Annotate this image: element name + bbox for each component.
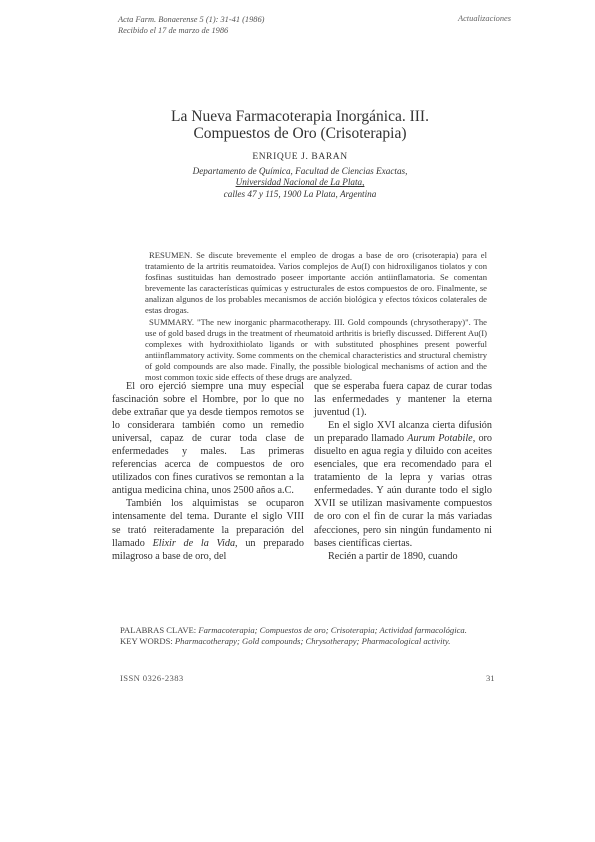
title-line-2: Compuestos de Oro (Crisoterapia) — [193, 125, 407, 142]
affiliation-line-3: calles 47 y 115, 1900 La Plata, Argentina — [223, 188, 377, 199]
resumen-paragraph — [145, 250, 487, 317]
abstract — [145, 250, 487, 383]
author-name: ENRIQUE J. BARAN — [252, 152, 348, 162]
affiliation-line-1: Departamento de Química, Facultad de Ciencias Exactas, — [192, 166, 408, 176]
received-date: Recibido el 17 de marzo de 1986 — [118, 26, 229, 35]
text-run: También los alquimistas se ocuparon intensamente del tema. Durante el siglo VIII se trató reiteradamente la preparación del llamado — [112, 498, 304, 549]
summary-paragraph — [145, 317, 487, 384]
text-run: , un preparado milagroso a base de oro, del — [112, 537, 304, 562]
italic-term: Aurum Potabile — [407, 433, 473, 445]
page-number: 31 — [486, 673, 495, 683]
affiliation-line-2: Universidad Nacional de La Plata, — [235, 177, 365, 188]
summary-label: SUMMARY. — [149, 316, 194, 327]
body-column-left — [112, 380, 304, 563]
keywords-label: PALABRAS CLAVE: — [120, 625, 197, 635]
italic-term: Elixir de la Vida — [152, 537, 236, 549]
issn: ISSN 0326-2383 — [120, 673, 184, 683]
section-label: Actualizaciones — [457, 14, 511, 23]
body-paragraph: que se esperaba fuera capaz de curar todas las enfermedades y mantener la eterna juventud (1). — [314, 381, 492, 419]
body-paragraph — [112, 497, 304, 562]
keywords-text: Pharmacotherapy; Gold compounds; Chrysotherapy; Pharmacological activity. — [174, 636, 451, 647]
text-run: En el siglo XVI alcanza cierta difusión un preparado llamado — [314, 420, 492, 445]
key-words — [120, 636, 492, 647]
keywords-label: KEY WORDS: — [120, 636, 173, 647]
text-run: que se esperaba fuera capaz de curar todas las enfermedades y mantener la eterna juventud — [314, 381, 492, 419]
text-run: , oro disuelto en agua regia y diluido con aceites esenciales, que era recomendado para el tratamiento de la lepra y varias otras enfermedades. Y aún durante todo el siglo XVII se utilizan masivamente compuestos de oro con el fin de curar la más variadas afecciones, pero sin ningún fundamento ni bases científicas ciertas. — [314, 433, 493, 549]
journal-citation: Acta Farm. Bonaerense 5 (1): 31-41 (1986) — [118, 15, 265, 24]
keywords-block — [120, 625, 492, 647]
body-paragraph: Recién a partir de 1890, cuando — [328, 550, 458, 562]
resumen-text: Se discute brevemente el empleo de drogas a base de oro (crisoterapia) para el tratamiento de la artritis reumatoidea. Varios complejos de Au(I) con hidroxiliganos tiolatos y con fosfinas sustituidas han demostrado poseer importante acción antiinflamatoria. Se comentan brevemente las características químicas y estructurales de estos compuestos de oro. Finalmente, se analizan algunos de los probables mecanismos de acción biológica y efectos tóxicos colaterales de estas drogas. — [145, 250, 487, 316]
body-paragraph: El oro ejerció siempre una muy especial fascinación sobre el Hombre, por lo que no debe extrañar que ya desde tiempos remotos se lo considerara también como un remedio universal, capaz de curar toda clase de enfermedades y males. Las primeras referencias acerca de compuestos de oro utilizados con fines curativos se remontan a la antigua medicina china, unos 2500 años a.C. — [112, 381, 304, 497]
body-paragraph — [314, 419, 492, 549]
summary-text: "The new inorganic pharmacotherapy. III. Gold compounds (chrysotherapy)". The use of gold based drugs in the treatment of rheumatoid arthritis is briefly discussed. Different Au(I) complexes with hydroxithiolato ligands or with substituted phosphines present powerful antiinflammatory activity. Some comments on the chemical characteristics and structural chemistry of gold compounds are also made. Finally, the possible biological mechanisms of action and the most common toxic side effects of these drugs are analyzed. — [145, 316, 487, 383]
palabras-clave — [120, 625, 492, 636]
affiliation — [100, 166, 500, 200]
title-line-1: La Nueva Farmacoterapia Inorgánica. III. — [171, 108, 429, 125]
resumen-label: RESUMEN. — [149, 250, 193, 260]
article-title — [100, 108, 500, 142]
body-column-right — [314, 380, 492, 563]
keywords-text: Farmacoterapia; Compuestos de oro; Crisoterapia; Actividad farmacológica. — [198, 625, 467, 635]
reference-number: 1 — [355, 407, 361, 419]
running-header — [118, 14, 264, 36]
